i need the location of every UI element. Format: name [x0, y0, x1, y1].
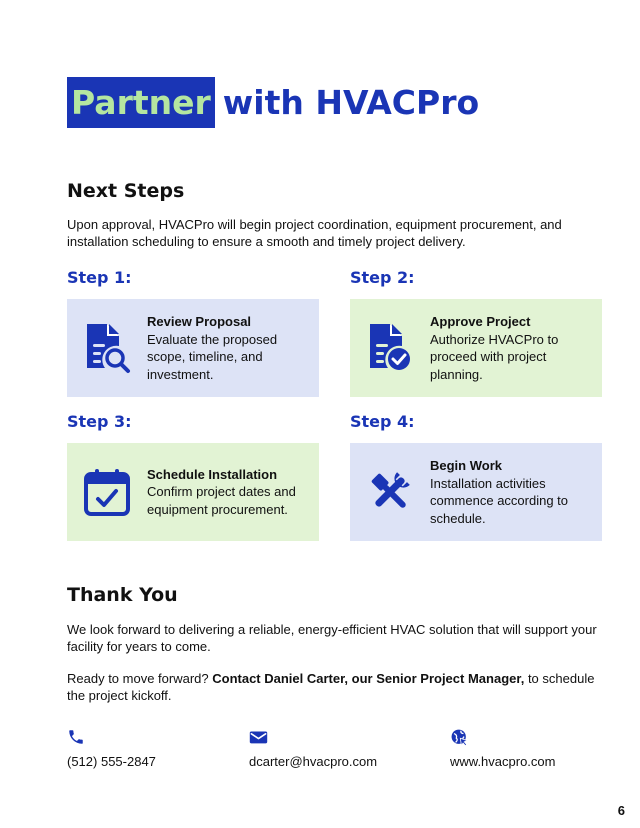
- step-3-title: Schedule Installation: [147, 466, 278, 482]
- document-check-icon: [366, 322, 414, 374]
- website-contact: [450, 728, 555, 769]
- document-search-icon: [83, 322, 131, 374]
- calendar-check-icon: [83, 467, 131, 517]
- next-steps-heading: Next Steps: [67, 180, 185, 202]
- step-4-body: Installation activities commence according to schedule.: [430, 475, 569, 526]
- page-number: 6: [617, 803, 625, 818]
- email-icon: [249, 728, 268, 746]
- title-highlight: Partner: [67, 77, 215, 128]
- globe-cursor-icon: [450, 728, 469, 747]
- step-4-card: [350, 443, 602, 541]
- next-steps-intro: Upon approval, HVACPro will begin project coordination, equipment procurement, and installation scheduling to ensure a smooth and timely project delivery.: [67, 217, 562, 249]
- step-3-label: Step 3:: [67, 412, 132, 431]
- step-1-card: [67, 299, 319, 397]
- step-3-body: Confirm project dates and equipment procurement.: [147, 484, 296, 517]
- step-3-card: [67, 443, 319, 541]
- page-title: [67, 77, 479, 128]
- step-1-title: Review Proposal: [147, 314, 252, 329]
- step-1-body: Evaluate the proposed scope, timeline, and investment.: [147, 331, 278, 382]
- step-2-body: Authorize HVACPro to proceed with project planning.: [430, 331, 559, 382]
- phone-contact: [67, 728, 156, 769]
- contact-name: Contact Daniel Carter, our Senior Project Manager,: [212, 671, 525, 686]
- thank-you-heading: Thank You: [67, 584, 178, 606]
- email-address[interactable]: dcarter@hvacpro.com: [249, 754, 378, 769]
- contact-prefix: Ready to move forward?: [67, 671, 213, 686]
- step-4-title: Begin Work: [430, 458, 502, 473]
- tools-icon: [365, 467, 415, 517]
- email-contact: [249, 728, 377, 769]
- step-2-label: Step 2:: [350, 268, 415, 287]
- step-1-label: Step 1:: [67, 268, 132, 287]
- step-2-title: Approve Project: [430, 314, 531, 329]
- step-4-label: Step 4:: [350, 412, 415, 431]
- step-2-card: [350, 299, 602, 397]
- phone-number[interactable]: (512) 555-2847: [67, 754, 156, 769]
- title-rest: with HVACPro: [222, 83, 480, 122]
- website-url[interactable]: www.hvacpro.com: [450, 754, 556, 769]
- contact-para: [67, 670, 607, 704]
- contact-suffix: to schedule the project kickoff.: [67, 671, 595, 703]
- thank-you-para: We look forward to delivering a reliable, energy-efficient HVAC solution that will support your facility for years to come.: [67, 622, 597, 654]
- phone-icon: [67, 728, 85, 746]
